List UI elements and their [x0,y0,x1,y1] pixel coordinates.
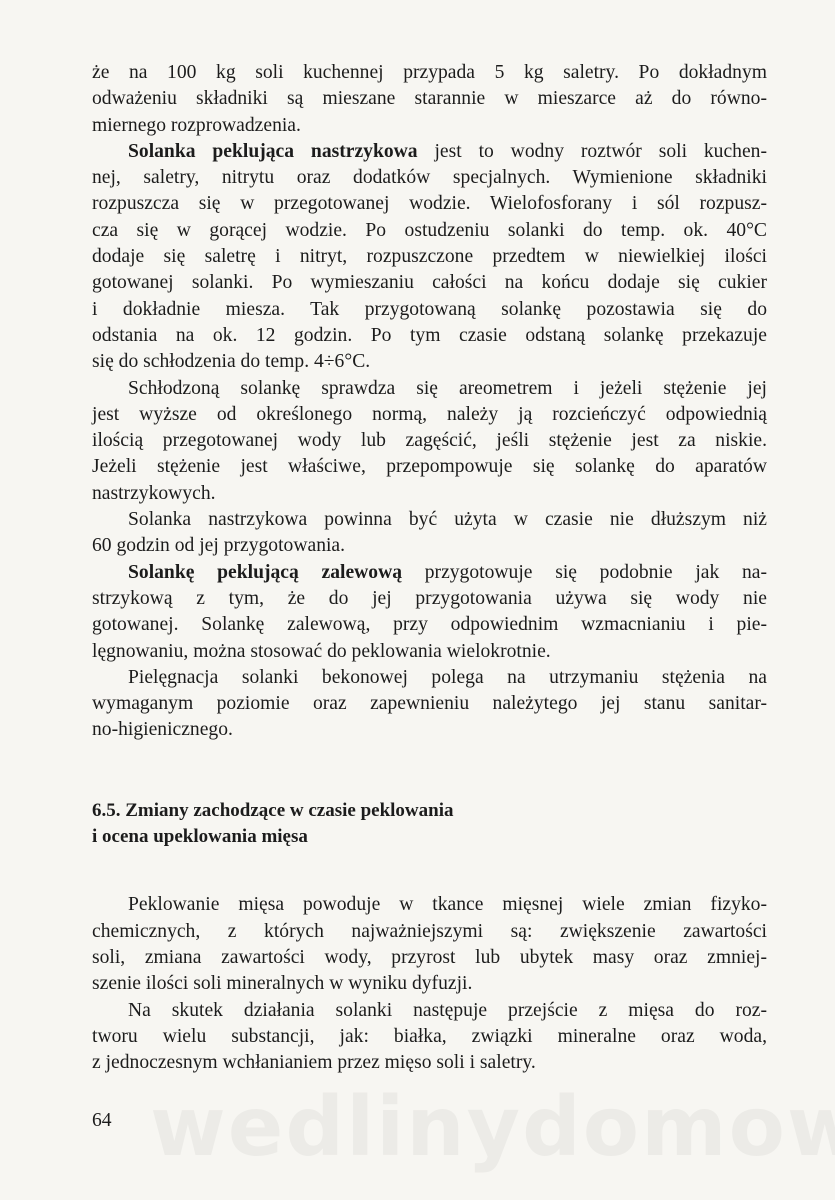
text-line [92,560,767,586]
text-line: odważeniu składniki są mieszane starannie w mieszarce aż do równo- [92,88,767,110]
text-line: strzykową z tym, że do jej przygotowania używa się wody nie [92,587,767,609]
watermark [150,1080,835,1175]
paragraph-3 [92,376,767,507]
paragraph-5 [92,560,767,665]
text-run: jest to wodny roztwór soli kuchen- [417,140,767,162]
text-line: się do schłodzenia do temp. 4÷6°C. [92,351,371,373]
text-line: Jeżeli stężenie jest właściwe, przepompowuje się solankę do aparatów [92,456,767,478]
page-body [92,60,767,1076]
paragraph-4 [92,507,767,560]
text-line: cza się w gorącej wodzie. Po ostudzeniu solanki do temp. ok. 40°C [92,219,767,241]
text-line: dodaje się saletrę i nitryt, rozpuszczone przedtem w niewielkiej ilości [92,246,767,268]
text-line: soli, zmiana zawartości wody, przyrost lub ubytek masy oraz zmniej- [92,946,767,968]
text-line: nej, saletry, nitrytu oraz dodatków specjalnych. Wymienione składniki [92,167,767,189]
paragraph-1 [92,60,767,139]
text-line [92,139,767,165]
text-line: gotowanej solanki. Po wymieszaniu całości na końcu dodaje się cukier [92,272,767,294]
text-line: jest wyższe od określonego normą, należy ją rozcieńczyć odpowiednią [92,403,767,425]
page-number: 64 [92,1110,112,1131]
text-line: miernego rozprowadzenia. [92,114,301,136]
text-line: gotowanej. Solankę zalewową, przy odpowiednim wzmacnianiu i pie- [92,614,767,636]
text-line: szenie ilości soli mineralnych w wyniku dyfuzji. [92,973,473,995]
bold-term: Solanka peklująca nastrzykowa [128,140,418,162]
text-line: lęgnowaniu, można stosować do peklowania wielokrotnie. [92,640,551,662]
bold-term: Solankę peklującą zalewową [128,561,403,583]
paragraph-2 [92,139,767,376]
paragraph-8 [92,998,767,1077]
text-line: Peklowanie mięsa powoduje w tkance mięsnej wiele zmian fizyko- [128,894,767,916]
text-line: że na 100 kg soli kuchennej przypada 5 kg saletry. Po dokładnym [92,62,767,83]
text-line: ilością przegotowanej wody lub zagęścić, jeśli stężenie jest za niskie. [92,430,767,452]
text-line: i dokładnie miesza. Tak przygotowaną solankę pozostawia się do [92,298,767,320]
text-line: nastrzykowych. [92,482,216,504]
text-line: z jednoczesnym wchłanianiem przez mięso soli i saletry. [92,1052,536,1074]
text-line: 60 godzin od jej przygotowania. [92,535,346,557]
text-line: odstania na ok. 12 godzin. Po tym czasie odstaną solankę przekazuje [92,324,767,346]
text-line: Na skutek działania solanki następuje przejście z mięsa do roz- [128,999,767,1021]
text-line: no-higienicznego. [92,719,233,741]
text-line: Schłodzoną solankę sprawdza się areometrem i jeżeli stężenie jej [128,377,767,399]
text-line: tworu wielu substancji, jak: białka, związki mineralne oraz woda, [92,1025,767,1047]
text-line: rozpuszcza się w przegotowanej wodzie. Wielofosforany i sól rozpusz- [92,193,767,215]
text-line: wymaganym poziomie oraz zapewnieniu należytego jej stanu sanitar- [92,693,767,715]
text-line: chemicznych, z których najważniejszymi są: zwiększenie zawartości [92,920,767,942]
text-line: Solanka nastrzykowa powinna być użyta w czasie nie dłuższym niż [128,509,767,531]
text-line: Pielęgnacja solanki bekonowej polega na utrzymaniu stężenia na [128,666,767,688]
heading-line: 6.5. Zmiany zachodzące w czasie peklowania [92,799,454,821]
text-run: przygotowuje się podobnie jak na- [402,561,767,583]
paragraph-6 [92,665,767,744]
section-heading [92,798,767,851]
paragraph-7 [92,892,767,997]
heading-line: i ocena upeklowania mięsa [92,826,308,848]
